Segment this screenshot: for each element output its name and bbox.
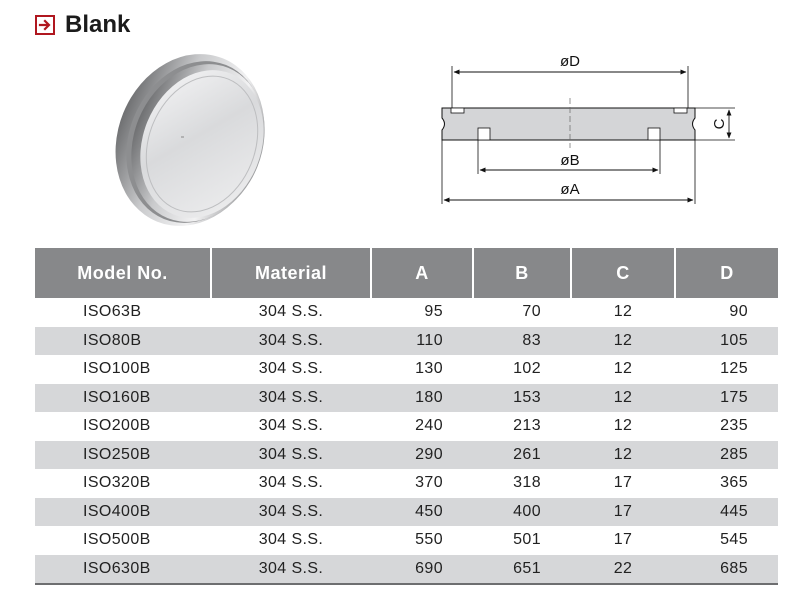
cell-d: 545	[720, 531, 748, 549]
cell-material: 304 S.S.	[258, 417, 324, 435]
cell-model: ISO400B	[35, 498, 211, 527]
cell-a: 240	[415, 417, 443, 435]
cell-d: 125	[720, 360, 748, 378]
product-image	[105, 52, 275, 232]
cell-material: 304 S.S.	[211, 441, 371, 470]
cell-material: 304 S.S.	[211, 327, 371, 356]
cell-c: 12	[613, 417, 633, 435]
table-row	[35, 384, 778, 413]
cell-d: 175	[675, 384, 778, 413]
column-header-material: Material	[211, 248, 371, 298]
cell-b: 153	[473, 384, 571, 413]
spec-table	[35, 248, 778, 585]
cell-b: 318	[513, 474, 541, 492]
table-header-row	[35, 248, 778, 298]
table-row	[35, 327, 778, 356]
cell-b: 501	[513, 531, 541, 549]
cell-material: 304 S.S.	[258, 303, 324, 321]
cell-material: 304 S.S.	[211, 498, 371, 527]
dimension-c-label: C	[710, 118, 728, 130]
cell-a: 370	[415, 474, 443, 492]
dimension-a-label: øA	[560, 181, 580, 198]
cell-b: 102	[513, 360, 541, 378]
column-header-c: C	[571, 248, 675, 298]
column-header-b: B	[473, 248, 571, 298]
cross-section-diagram	[430, 44, 750, 209]
cell-a: 110	[371, 327, 473, 356]
cell-b: 261	[473, 441, 571, 470]
table-row	[35, 412, 778, 441]
cell-a: 180	[371, 384, 473, 413]
table-row	[35, 355, 778, 384]
cell-model: ISO80B	[35, 327, 211, 356]
cell-d: 445	[675, 498, 778, 527]
cell-material: 304 S.S.	[211, 555, 371, 585]
cell-a: 95	[424, 303, 443, 321]
cell-a: 450	[371, 498, 473, 527]
cell-b: 651	[473, 555, 571, 585]
cell-material: 304 S.S.	[258, 474, 324, 492]
cell-c: 12	[613, 360, 633, 378]
cell-d: 685	[675, 555, 778, 585]
cell-d: 285	[675, 441, 778, 470]
cell-c: 12	[613, 303, 633, 321]
column-header-model: Model No.	[35, 248, 211, 298]
cell-c: 17	[613, 531, 633, 549]
cell-b: 213	[513, 417, 541, 435]
table-row	[35, 555, 778, 585]
arrow-box-icon	[35, 15, 55, 35]
column-header-a: A	[371, 248, 473, 298]
cell-d: 365	[720, 474, 748, 492]
cell-model: ISO100B	[83, 360, 151, 378]
dimension-d-label: øD	[560, 53, 580, 70]
table-row	[35, 469, 778, 498]
cell-material: 304 S.S.	[258, 360, 324, 378]
cell-a: 130	[415, 360, 443, 378]
cell-c: 12	[571, 441, 675, 470]
cell-model: ISO630B	[35, 555, 211, 585]
cell-model: ISO160B	[35, 384, 211, 413]
cell-c: 22	[571, 555, 675, 585]
cell-b: 83	[473, 327, 571, 356]
dimension-b-label: øB	[560, 152, 580, 169]
cell-model: ISO63B	[83, 303, 142, 321]
cell-model: ISO320B	[83, 474, 151, 492]
column-header-d: D	[675, 248, 778, 298]
cell-d: 235	[720, 417, 748, 435]
cell-d: 90	[729, 303, 748, 321]
cell-b: 400	[473, 498, 571, 527]
table-row	[35, 298, 778, 327]
cell-c: 12	[571, 384, 675, 413]
page-header	[35, 10, 130, 40]
table-row	[35, 498, 778, 527]
cell-d: 105	[675, 327, 778, 356]
cell-material: 304 S.S.	[211, 384, 371, 413]
page-title: Blank	[65, 11, 131, 38]
cell-model: ISO500B	[83, 531, 151, 549]
table-body	[35, 298, 778, 584]
cell-model: ISO250B	[35, 441, 211, 470]
cell-material: 304 S.S.	[258, 531, 324, 549]
cell-a: 690	[371, 555, 473, 585]
cell-model: ISO200B	[83, 417, 151, 435]
table-row	[35, 441, 778, 470]
table-row	[35, 526, 778, 555]
cell-a: 290	[371, 441, 473, 470]
cell-b: 70	[522, 303, 541, 321]
cell-a: 550	[415, 531, 443, 549]
cell-c: 17	[613, 474, 633, 492]
cell-c: 12	[571, 327, 675, 356]
cell-c: 17	[571, 498, 675, 527]
